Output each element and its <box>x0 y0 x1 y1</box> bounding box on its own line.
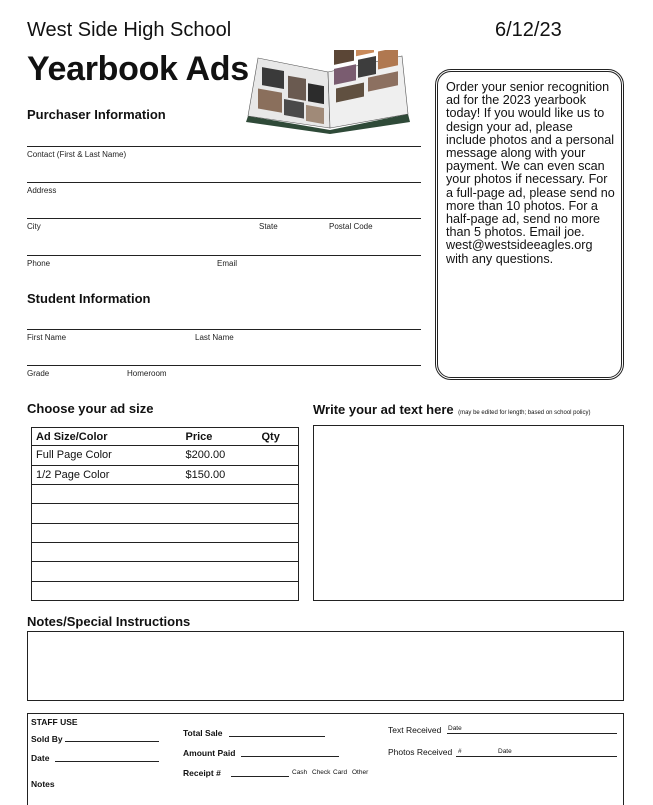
other-option[interactable]: Other <box>352 769 369 776</box>
qty-cell[interactable] <box>258 523 299 542</box>
student-heading: Student Information <box>27 291 151 306</box>
ad-size-cell[interactable] <box>32 542 182 561</box>
page-title: Yearbook Ads <box>27 50 249 88</box>
city-state-postal-input[interactable] <box>27 218 421 219</box>
city-label: City <box>27 222 41 231</box>
email-label: Email <box>217 259 238 268</box>
state-label: State <box>259 222 278 231</box>
qty-cell[interactable] <box>258 562 299 581</box>
qty-cell[interactable] <box>258 504 299 523</box>
receipt-label: Receipt # <box>183 768 221 778</box>
price-cell[interactable] <box>182 562 258 581</box>
table-row[interactable] <box>32 523 299 542</box>
staff-notes-label: Notes <box>31 779 55 789</box>
col-ad-size: Ad Size/Color <box>32 428 182 446</box>
ad-size-heading: Choose your ad size <box>27 401 154 416</box>
table-row[interactable] <box>32 465 299 484</box>
form-date: 6/12/23 <box>495 19 562 41</box>
check-option[interactable]: Check <box>312 769 331 776</box>
cash-option[interactable]: Cash <box>292 769 308 776</box>
ad-size-cell[interactable] <box>32 504 182 523</box>
table-row[interactable] <box>32 542 299 561</box>
photos-received-input[interactable] <box>456 756 617 757</box>
notes-input[interactable] <box>27 631 624 701</box>
staff-date-label: Date <box>31 753 50 763</box>
ad-size-cell[interactable] <box>32 562 182 581</box>
text-received-label: Text Received <box>388 725 442 735</box>
info-text: Order your senior recognition ad for the 2023 yearbook today! If you would like us to design your ad, please include photos and a personal message along with your payment. We can even scan your photos if necessary. For a full-page ad, please send no more than 10 photos. For a half-page ad, send no more than 5 photos. Email joe. west@westsideeagles.org with any questions. <box>446 80 615 266</box>
receipt-input[interactable] <box>231 776 289 777</box>
price-cell[interactable] <box>182 484 258 503</box>
ad-text-heading-wrap <box>313 401 591 419</box>
price-cell[interactable] <box>182 542 258 561</box>
school-name: West Side High School <box>27 19 232 41</box>
total-sale-input[interactable] <box>229 736 325 737</box>
ad-text-input[interactable] <box>313 425 624 601</box>
col-price: Price <box>182 428 258 446</box>
info-box <box>435 69 624 380</box>
ad-size-cell: 1/2 Page Color <box>32 465 182 484</box>
yearbook-photo-icon <box>244 50 412 134</box>
table-header-row <box>32 428 299 446</box>
postal-code-label: Postal Code <box>329 222 373 231</box>
grade-homeroom-input[interactable] <box>27 365 421 366</box>
address-input[interactable] <box>27 182 421 183</box>
first-name-label: First Name <box>27 333 67 342</box>
amount-paid-label: Amount Paid <box>183 748 236 758</box>
staff-date-input[interactable] <box>55 761 159 762</box>
price-cell[interactable] <box>182 504 258 523</box>
staff-use-box <box>27 713 624 805</box>
qty-cell[interactable] <box>258 581 299 600</box>
photos-number-label: # <box>458 748 462 755</box>
sold-by-label: Sold By <box>31 734 63 744</box>
contact-input[interactable] <box>27 146 421 147</box>
ad-text-note: (may be edited for length; based on school policy) <box>458 410 591 416</box>
card-option[interactable]: Card <box>333 769 348 776</box>
qty-cell[interactable] <box>258 484 299 503</box>
purchaser-heading: Purchaser Information <box>27 107 166 122</box>
ad-size-cell[interactable] <box>32 484 182 503</box>
address-label: Address <box>27 186 57 195</box>
table-row[interactable] <box>32 504 299 523</box>
phone-email-input[interactable] <box>27 255 421 256</box>
qty-cell[interactable] <box>258 446 299 465</box>
contact-label: Contact (First & Last Name) <box>27 150 127 159</box>
qty-cell[interactable] <box>258 465 299 484</box>
last-name-label: Last Name <box>195 333 234 342</box>
ad-size-cell[interactable] <box>32 581 182 600</box>
price-cell[interactable] <box>182 581 258 600</box>
ad-size-table <box>31 427 299 601</box>
qty-cell[interactable] <box>258 542 299 561</box>
sold-by-input[interactable] <box>65 741 159 742</box>
price-cell[interactable] <box>182 523 258 542</box>
table-row[interactable] <box>32 484 299 503</box>
table-row[interactable] <box>32 446 299 465</box>
total-sale-label: Total Sale <box>183 728 223 738</box>
table-row[interactable] <box>32 562 299 581</box>
table-row[interactable] <box>32 581 299 600</box>
price-cell: $150.00 <box>182 465 258 484</box>
staff-use-heading: STAFF USE <box>31 717 78 727</box>
text-received-input[interactable] <box>447 733 617 734</box>
phone-label: Phone <box>27 259 51 268</box>
ad-text-heading: Write your ad text here <box>313 402 454 417</box>
homeroom-label: Homeroom <box>127 369 167 378</box>
col-qty: Qty <box>258 428 299 446</box>
grade-label: Grade <box>27 369 50 378</box>
ad-size-cell[interactable] <box>32 523 182 542</box>
text-received-date-label: Date <box>448 725 462 732</box>
photos-date-label: Date <box>498 748 512 755</box>
price-cell: $200.00 <box>182 446 258 465</box>
notes-heading: Notes/Special Instructions <box>27 614 191 629</box>
ad-size-cell: Full Page Color <box>32 446 182 465</box>
photos-received-label: Photos Received <box>388 747 453 757</box>
student-name-input[interactable] <box>27 329 421 330</box>
amount-paid-input[interactable] <box>241 756 339 757</box>
